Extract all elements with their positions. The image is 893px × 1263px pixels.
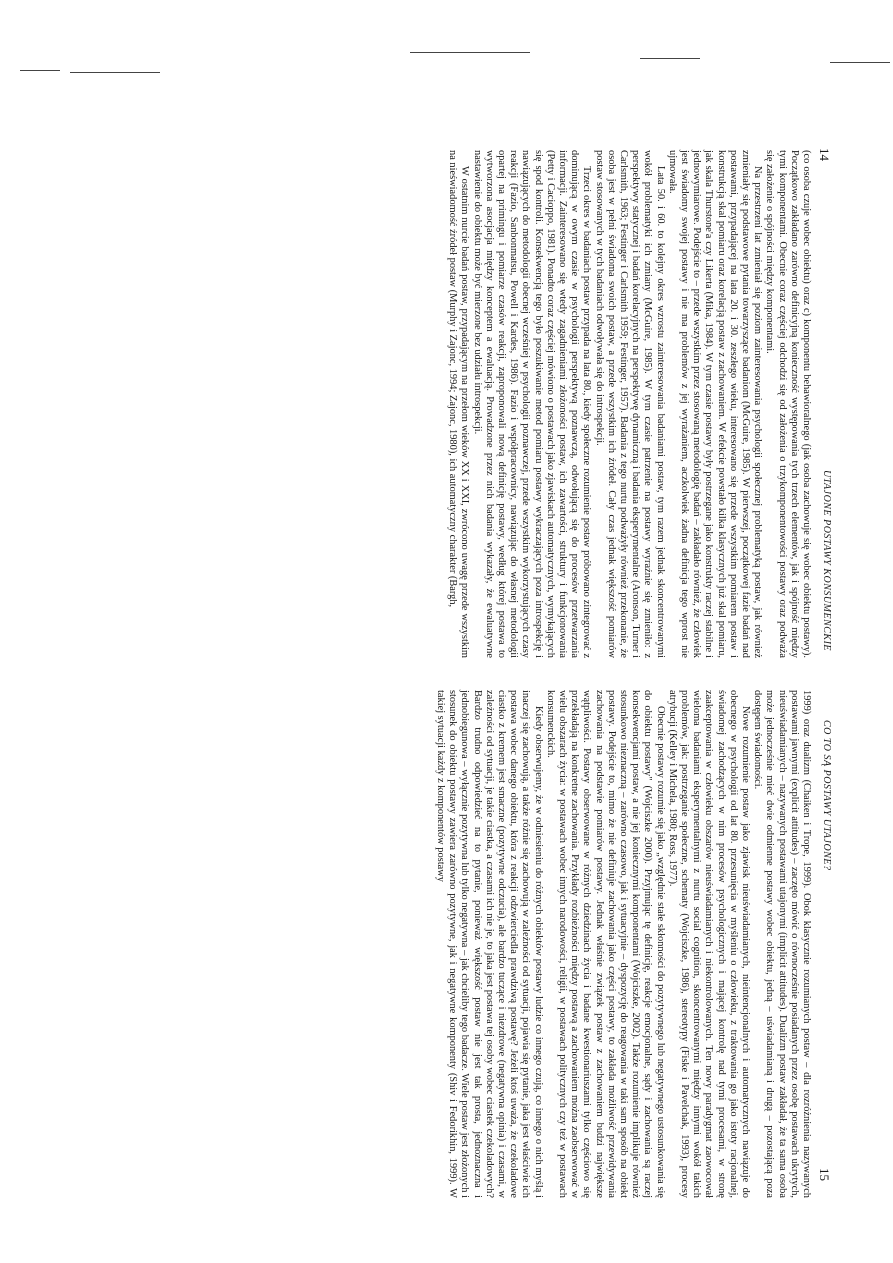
left-page-number: 14	[817, 148, 832, 161]
paragraph: (co osoba czuje wobec obiektu) oraz c) komponentu behawioralnego (jak osoba zachowuje się wobec obiektu postawy). Początkowo zakładano zarówno definicyjną konieczność występowania tych trzech elementów, jak i spójność między tymi komponentami. Obecnie coraz częściej odchodzi się od założenia o trzykomponentowości postawy oraz podważa się założenie o spójności między komponentami.	[764, 150, 812, 658]
paragraph: Obecnie postawy rozumie się jako „względnie stałe skłonności do pozytywnego lub negatywnego ustosunkowania się do obiektu postawy" (Wojciszke 2000). Przyjmując tę definicję, reakcje emocjonalne, sądy i zachowania są raczej konsekwencjami postaw, a nie jej koniecznymi komponentami (Wojciszke, 2002). Także rozumienie implikuje również stosunkowo nieznaczną – zarówno czasowo, jak i sytuacyjnie – dyspozycję do reagowania w taki sam sposób na obiekt postawy. Podejście to, mimo że nie definiuje zachowania jako części postawy, to zakłada możliwość przewidywania zachowania na podstawie pomiarów postawy. Jednak właśnie związek postaw z zachowaniem budzi największe wątpliwości. Postawy obserwowane w różnych dziedzinach życia i badane kwestionariuszami tylko częściowo się przekładają na konkretne zachowania. Przykłady rozbieżności między postawą a zachowaniem można zaobserwować w wielu obszarach życia: w postawach wobec innych narodowości, religii, w postawach politycznych czy też w postawach konsumenckich.	[544, 690, 666, 1198]
left-page-header: UTAJONE POSTAWY KONSUMENCKIE	[821, 470, 832, 652]
paragraph: Kiedy obserwujemy, że w odniesieniu do różnych obiektów postawy ludzie co innego czują, co innego o nich myślą i inaczej się zachowują, a także różnie się zachowują w zależności od sytuacji, pojawia się pytanie, jaka jest właściwie ich postawa wobec danego obiektu, która z reakcji odzwierciedla prawdziwą postawę? Jeżeli ktoś uważa, że czekoladowe ciastko z kremem jest smaczne (pozytywne odczucia), ale bardzo tuczące i niezdrowe (negatywna opinia) i czasami, w zależności od sytuacji, je takie ciastka, a czasami ich nie je, to jaka jest postawa tej osoby wobec ciastek czekoladowych? Bardzo trudno odpowiedzieć na to pytanie, ponieważ większość postaw nie jest tak prosta, jednoznaczna i jednobiegunowa – wyłącznie pozytywna lub tylko negatywna – jak chcieliby tego badacze. Wiele postaw jest złożonych i stosunek do obiektu postawy zawiera zarówno pozytywne, jak i negatywne komponenty (Shiv i Fedorikhin, 1999). W takiej sytuacji każdy z komponentów postawy	[434, 690, 544, 1198]
scan-line	[70, 72, 160, 73]
paragraph: Na przestrzeni lat zmieniał się poziom zainteresowania psychologii społecznej problematyką postaw, jak również zmieniały się podstawowe pytania towarzyszące badaniom (McGuire, 1985). W pierwszej, początkowej fazie badań nad postawami, przypadającej na lata 20. i 30. zeszłego wieku, interesowano się przede wszystkim pomiarem postaw i konstrukcją skal pomiaru oraz korelacją postaw z zachowaniem. W efekcie powstało kilka klasycznych już skal pomiaru, jak skala Thurstone'a czy Likerta (Mika, 1984). W tym czasie postawy były postrzegane jako konstrukty raczej stabilne i jednowymiarowe. Podejście to – przede wszystkim przez stosowaną metodologię badań – zakładało również, że człowiek jest świadomy swojej postawy i nie ma problemów z jej wyrażaniem, aczkolwiek żadna definicja tego wprost nie ujmowała.	[666, 150, 764, 658]
paragraph: Nowe rozumienie postaw jako zjawisk nieuświadamianych, nieintencjonalnych i automatycznych nawiązuje do obecnego w psychologii od lat 80. przesunięcia w myśleniu o człowieku, z traktowania go jako istoty racjonalnej, świadomej zachodzących w nim procesów psychologicznych i mającej kontrolę nad tymi procesami, w stronę zaakceptowania w człowieku obszarów nieuświadamianych i niekontrolowanych. Ten nowy paradygmat zaowocował wieloma badaniami eksperymentalnymi z nurtu social cognition, skoncentrowanymi między innymi wokół takich problemów, jak: postrzeganie społeczne, schematy (Wojciszke, 1986), stereotypy (Fiske i Pavelchak, 1993), procesy atrybucji (Kelley i Michela, 1980; Ross, 1977).	[666, 690, 751, 1198]
left-page-body	[446, 150, 812, 658]
scan-line	[20, 70, 60, 71]
paragraph: 1999) oraz dualizm (Chaiken i Trope, 1999). Obok klasycznie rozumianych postaw – dla rozróżnienia nazywanych postawami jawnymi (explicit attitudes) – zaczęto mówić o równocześnie posiadanych przez osobę postawach ukrytych, nieuświadamianych – nazywanych postawami utajonymi (implicit attitudes). Dualizm postaw zakładał, że ta sama osoba może jednocześnie mieć dwie odmienne postawy wobec obiektu, jedną – uświadamianą i drugą – pozostającą poza dostępem świadomości.	[752, 690, 812, 1198]
right-page-body	[434, 690, 812, 1198]
right-page-number: 15	[817, 1168, 832, 1181]
paragraph: W ostatnim nurcie badań postaw, przypadającym na przełom wieków XX i XXI, zwrócono uwagę przede wszystkim na nieświadomość źródeł postaw (Murphy i Zajonc, 1994; Zajonc, 1980), ich automatyczny charakter (Bargh,	[447, 150, 471, 658]
scan-line	[410, 52, 530, 53]
scan-line	[640, 58, 700, 59]
right-page-header: CO TO SĄ POSTAWY UTAJONE?	[821, 720, 832, 871]
paragraph: Lata 50. i 60. to kolejny okres wzrostu zainteresowania badaniami postaw, tym razem jednak skoncentrowanymi wokół problematyki ich zmiany (McGuire, 1985). W tym czasie patrzenie na postawy wyraźnie się zmieniło: z perspektywy statycznej i badań korelacyjnych na perspektywę dynamiczną i badania eksperymentalne (Aronson, Turner i Carlsmith, 1963; Festinger i Carlsmith 1959; Festinger, 1957). Badania z tego nurtu podważyły również przekonanie, że osoba jest w pełni świadoma swoich postaw, a przede wszystkim ich źródeł. Cały czas jednak większość pomiarów postaw stosowanych w tych badaniach odwoływała się do introspekcji.	[593, 150, 666, 658]
scan-line	[830, 62, 890, 63]
paragraph: Trzeci okres w badaniach postaw przypada na lata 80., kiedy społeczne rozumienie postaw próbowano zintegrować z dominującą w owym czasie w psychologii perspektywą poznawczą, odwołującą się do procesów przetwarzania informacji. Zainteresowano się wtedy zagadnieniami złożoności postaw, ich zawartości, struktury i funkcjonowania (Petty i Cacioppo, 1981). Ponadto coraz częściej mówiono o postawach jako zjawiskach automatycznych, wymykających się spod kontroli. Konsekwencją tego było poszukiwanie metod pomiaru postawy wykraczających poza introspekcję i nawiązujących do metodologii obecnej wcześniej w psychologii poznawczej, przede wszystkim wykorzystujących czasy reakcji (Fazio, Sanbonmatsu, Powell i Kardes, 1986). Fazio i współpracownicy, nawiązując do własnej metodologii opartej na primingu i pomiarze czasów reakcji, zaproponowali nową definicję postawy, według której postawa to wytworzona asocjacja między konceptem a ewaluacją. Prowadzone przez nich badania wykazały, że ewaluatywne nastawienie do obiektu może być mierzone bez udziału introspekcji.	[471, 150, 593, 658]
